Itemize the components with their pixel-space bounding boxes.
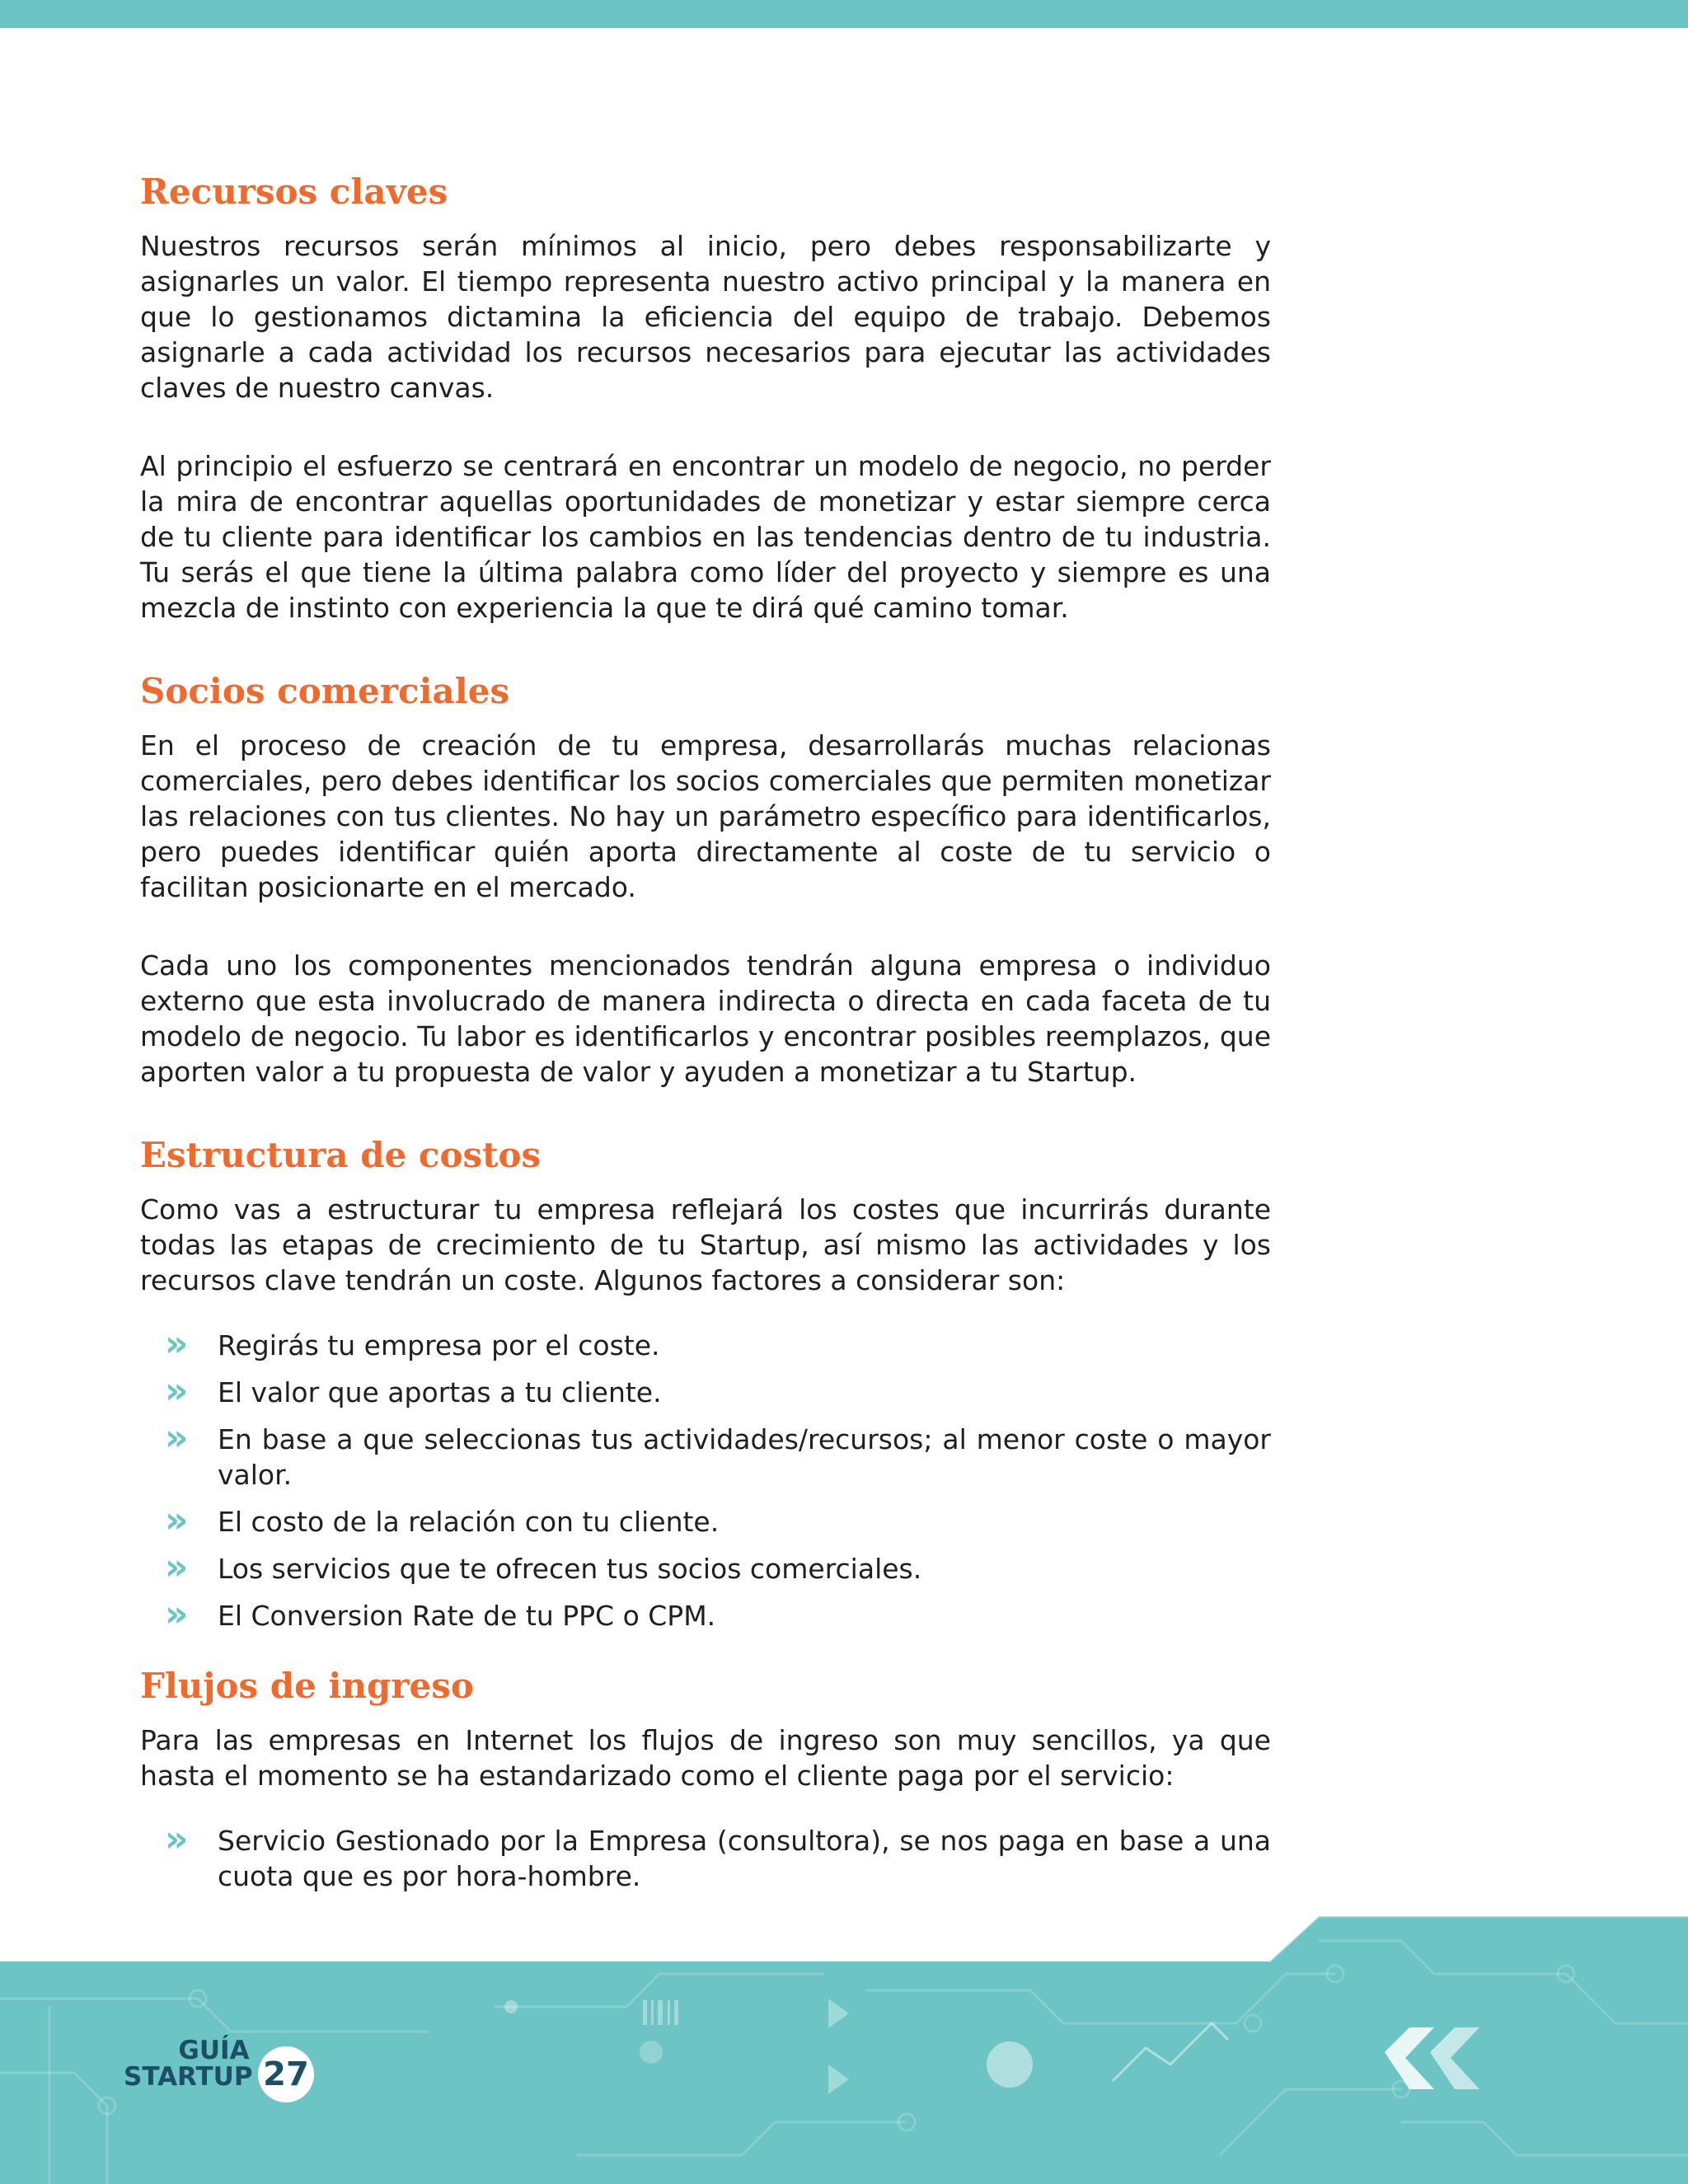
- circuit-background-graphic: [0, 1908, 1688, 2184]
- list-item-text: El valor que aportas a tu cliente.: [218, 1376, 662, 1408]
- page-content: [140, 169, 1271, 1924]
- list-item: [140, 1417, 1271, 1493]
- section-heading: Recursos claves: [140, 171, 448, 212]
- paragraph: Cada uno los componentes mencionados tendrán alguna empresa o individuo externo que esta involucrado de manera indirecta o directa en cada faceta de tu modelo de negocio. Tu labor es identificarlos y encontrar posibles reemplazos, que aporten valor a tu propuesta de valor y ayuden a monetizar a tu Startup.: [140, 949, 1271, 1088]
- list-item: [140, 1323, 1271, 1365]
- section-heading: Estructura de costos: [140, 1135, 542, 1175]
- double-chevron-icon: »: [165, 1499, 189, 1541]
- list-item-text: El costo de la relación con tu cliente.: [218, 1506, 720, 1538]
- section-socios-comerciales: [140, 668, 1271, 1090]
- footer-band: [0, 1908, 1688, 2184]
- double-chevron-icon: »: [165, 1370, 189, 1412]
- list-item-text: Servicio Gestionado por la Empresa (consultora), se nos paga en base a una cuota que es por hora-hombre.: [218, 1825, 1271, 1892]
- list-item-text: Regirás tu empresa por el coste.: [218, 1329, 660, 1361]
- section-recursos-claves: [140, 169, 1271, 626]
- section-heading: Socios comerciales: [140, 671, 510, 711]
- double-chevron-icon: »: [165, 1593, 189, 1635]
- bullet-list: [140, 1818, 1271, 1894]
- list-item: [140, 1546, 1271, 1588]
- brand-line-2: STARTUP: [124, 2062, 253, 2092]
- list-item: [140, 1818, 1271, 1894]
- list-item: [140, 1370, 1271, 1412]
- list-item-text: En base a que seleccionas tus actividades/recursos; al menor coste o mayor valor.: [218, 1423, 1271, 1491]
- paragraph: Como vas a estructurar tu empresa reflejará los costes que incurrirás durante todas las etapas de crecimiento de tu Startup, así mismo las actividades y los recursos clave tendrán un coste. Algunos factores a considerar son:: [140, 1193, 1271, 1296]
- page-number: 27: [258, 2046, 314, 2102]
- double-chevron-icon: »: [165, 1417, 189, 1459]
- section-heading: Flujos de ingreso: [140, 1666, 474, 1706]
- paragraph: Para las empresas en Internet los flujos de ingreso son muy sencillos, ya que hasta el momento se ha estandarizado como el cliente paga por el servicio:: [140, 1724, 1271, 1792]
- paragraph: En el proceso de creación de tu empresa, desarrollarás muchas relacionas comerciales, pero debes identificar los socios comerciales que permiten monetizar las relaciones con tus clientes. No hay un parámetro específico para identificarlos, pero puedes identificar quién aporta directamente al coste de tu servicio o facilitan posicionarte en el mercado.: [140, 729, 1271, 903]
- brand-line-1: GUÍA: [178, 2036, 250, 2065]
- double-chevron-icon: »: [165, 1546, 189, 1588]
- bullet-list: [140, 1323, 1271, 1635]
- section-flujos-de-ingreso: [140, 1663, 1271, 1894]
- top-accent-bar: [0, 0, 1688, 28]
- section-estructura-de-costos: [140, 1132, 1271, 1633]
- double-chevron-icon: »: [165, 1818, 189, 1860]
- double-chevron-icon: »: [165, 1323, 189, 1365]
- paragraph: Nuestros recursos serán mínimos al inicio, pero debes responsabilizarte y asignarles un valor. El tiempo representa nuestro activo principal y la manera en que lo gestionamos dictamina la eficiencia del equipo de trabajo. Debemos asignarle a cada actividad los recursos necesarios para ejecutar las actividades claves de nuestro canvas.: [140, 230, 1271, 404]
- list-item-text: El Conversion Rate de tu PPC o CPM.: [218, 1600, 716, 1632]
- list-item: [140, 1593, 1271, 1635]
- paragraph: Al principio el esfuerzo se centrará en encontrar un modelo de negocio, no perder la mira de encontrar aquellas oportunidades de monetizar y estar siempre cerca de tu cliente para identificar los cambios en las tendencias dentro de tu industria. Tu serás el que tiene la última palabra como líder del proyecto y siempre es una mezcla de instinto con experiencia la que te dirá qué camino tomar.: [140, 450, 1271, 624]
- guia-startup-logo: [124, 2037, 253, 2090]
- list-item: [140, 1499, 1271, 1541]
- list-item-text: Los servicios que te ofrecen tus socios comerciales.: [218, 1553, 922, 1585]
